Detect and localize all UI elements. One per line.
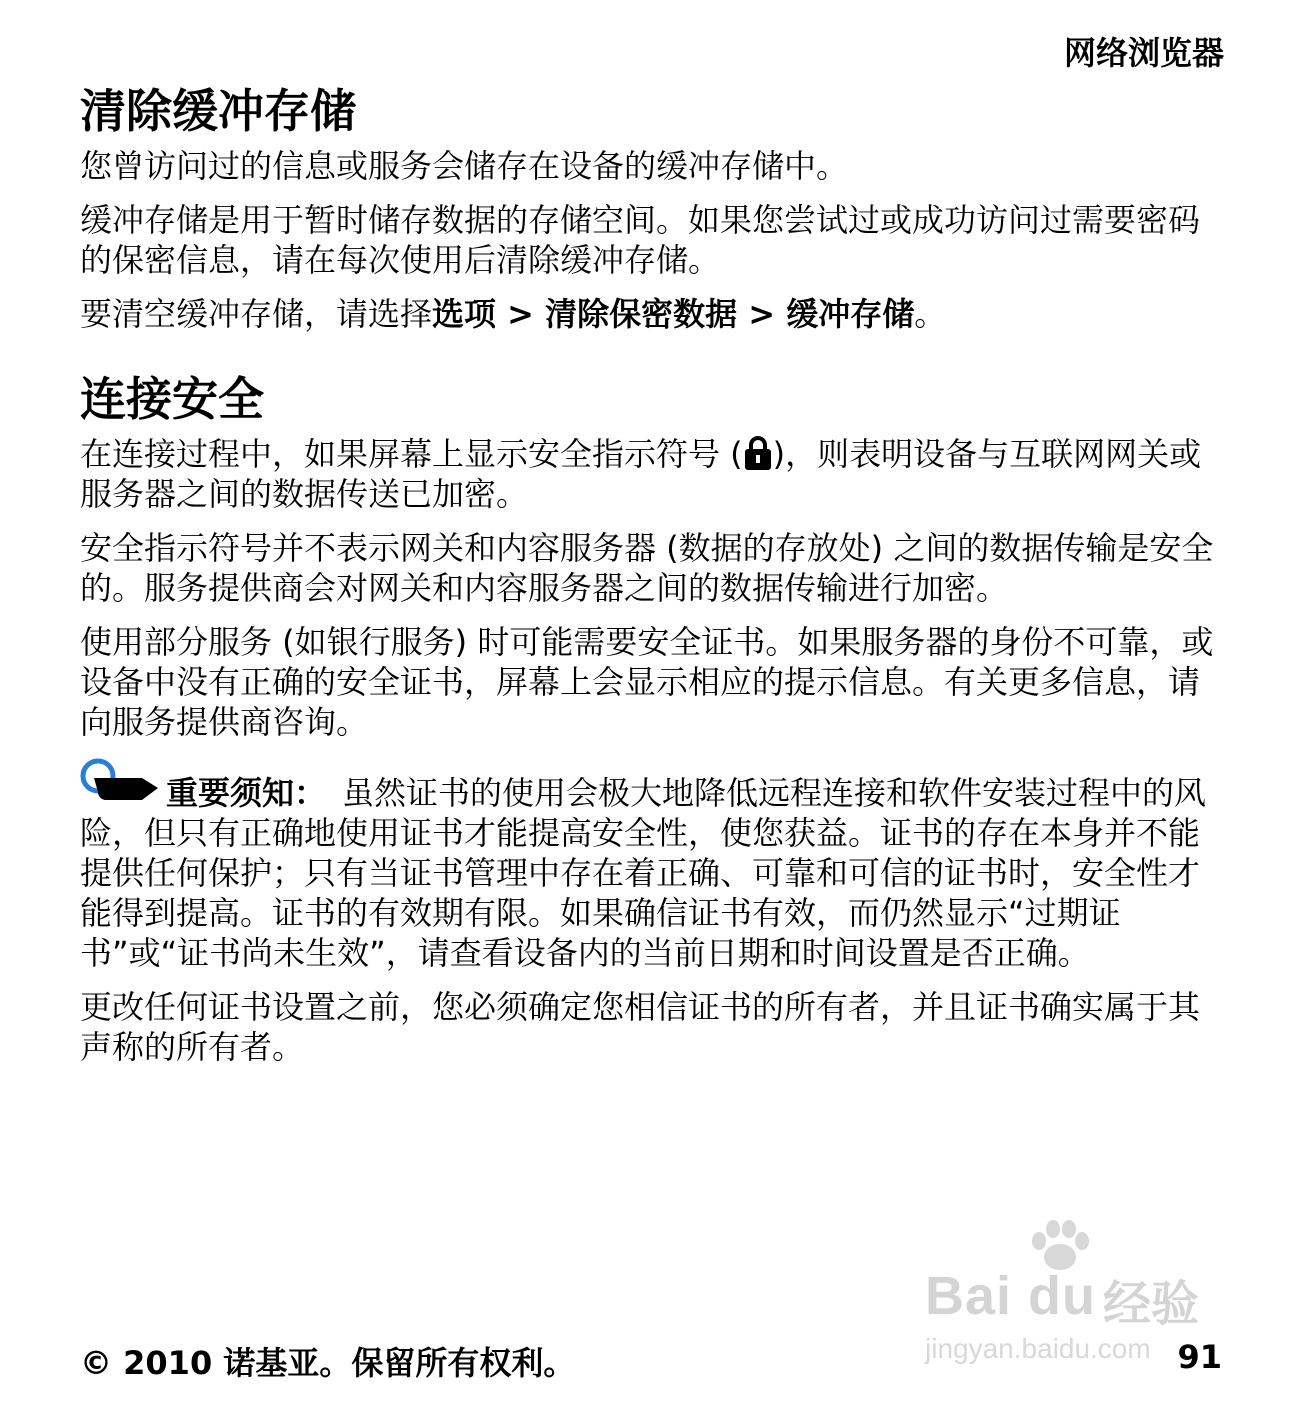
page-number: 91 <box>1177 1338 1222 1376</box>
section-title: 网络浏览器 <box>1063 34 1224 72</box>
note-label: 重要须知： <box>166 774 311 812</box>
pointing-hand-icon <box>80 756 160 810</box>
cache-instruction-suffix: 。 <box>914 295 947 333</box>
security-paragraph-3: 使用部分服务 (如银行服务) 时可能需要安全证书。如果服务器的身份不可靠，或设备中没有正确的安全证书，屏幕上会显示相应的提示信息。有关更多信息，请向服务提供商咨询。 <box>80 623 1214 741</box>
security-text-b: )，则表明设备与互联网网关或服务器之间的数据传送已加密。 <box>80 435 1202 513</box>
menu-separator: > <box>496 295 546 333</box>
page-content <box>80 80 1225 1081</box>
menu-option-cache: 缓冲存储 <box>786 295 915 333</box>
cache-heading: 清除缓冲存储 <box>80 84 356 138</box>
cache-instruction-prefix: 要清空缓冲存储，请选择 <box>80 295 433 333</box>
copyright: © 2010 诺基亚。保留所有权利。 <box>80 1344 576 1382</box>
security-paragraph-1 <box>80 434 1225 514</box>
watermark-brand: Bai du <box>925 1266 1097 1326</box>
cache-paragraph-2: 缓冲存储是用于暂时储存数据的存储空间。如果您尝试过或成功访问过需要密码的保密信息，请在每次使用后清除缓冲存储。 <box>80 201 1201 279</box>
security-paragraph-4: 更改任何证书设置之前，您必须确定您相信证书的所有者，并且证书确实属于其声称的所有者。 <box>80 988 1201 1066</box>
security-heading: 连接安全 <box>80 372 264 426</box>
watermark-jingyan: 经验 <box>1103 1276 1200 1332</box>
security-paragraph-2: 安全指示符号并不表示网关和内容服务器 (数据的存放处) 之间的数据传输是安全的。服务提供商会对网关和内容服务器之间的数据传输进行加密。 <box>80 529 1214 607</box>
cache-paragraph-3 <box>80 294 1225 334</box>
lock-icon <box>743 435 773 471</box>
menu-option-options: 选项 <box>432 295 497 333</box>
security-text-a: 在连接过程中，如果屏幕上显示安全指示符号 ( <box>80 435 743 473</box>
note-text: 虽然证书的使用会极大地降低远程连接和软件安装过程中的风险，但只有正确地使用证书才能提高安全性，使您获益。证书的存在本身并不能提供任何保护；只有当证书管理中存在着正确、可靠和可信的证书时，安全性才能得到提高。证书的有效期有限。如果确信证书有效，而仍然显示“过期证书”或“证书尚未生效”，请查看设备内的当前日期和时间设置是否正确。 <box>80 774 1207 972</box>
menu-option-clear-private-data: 清除保密数据 <box>545 295 738 333</box>
important-note <box>80 756 1225 973</box>
note-paragraph <box>80 756 1225 973</box>
cache-paragraph-1: 您曾访问过的信息或服务会储存在设备的缓冲存储中。 <box>80 147 849 185</box>
menu-separator: > <box>737 295 787 333</box>
watermark-url: jingyan.baidu.com <box>925 1333 1151 1364</box>
